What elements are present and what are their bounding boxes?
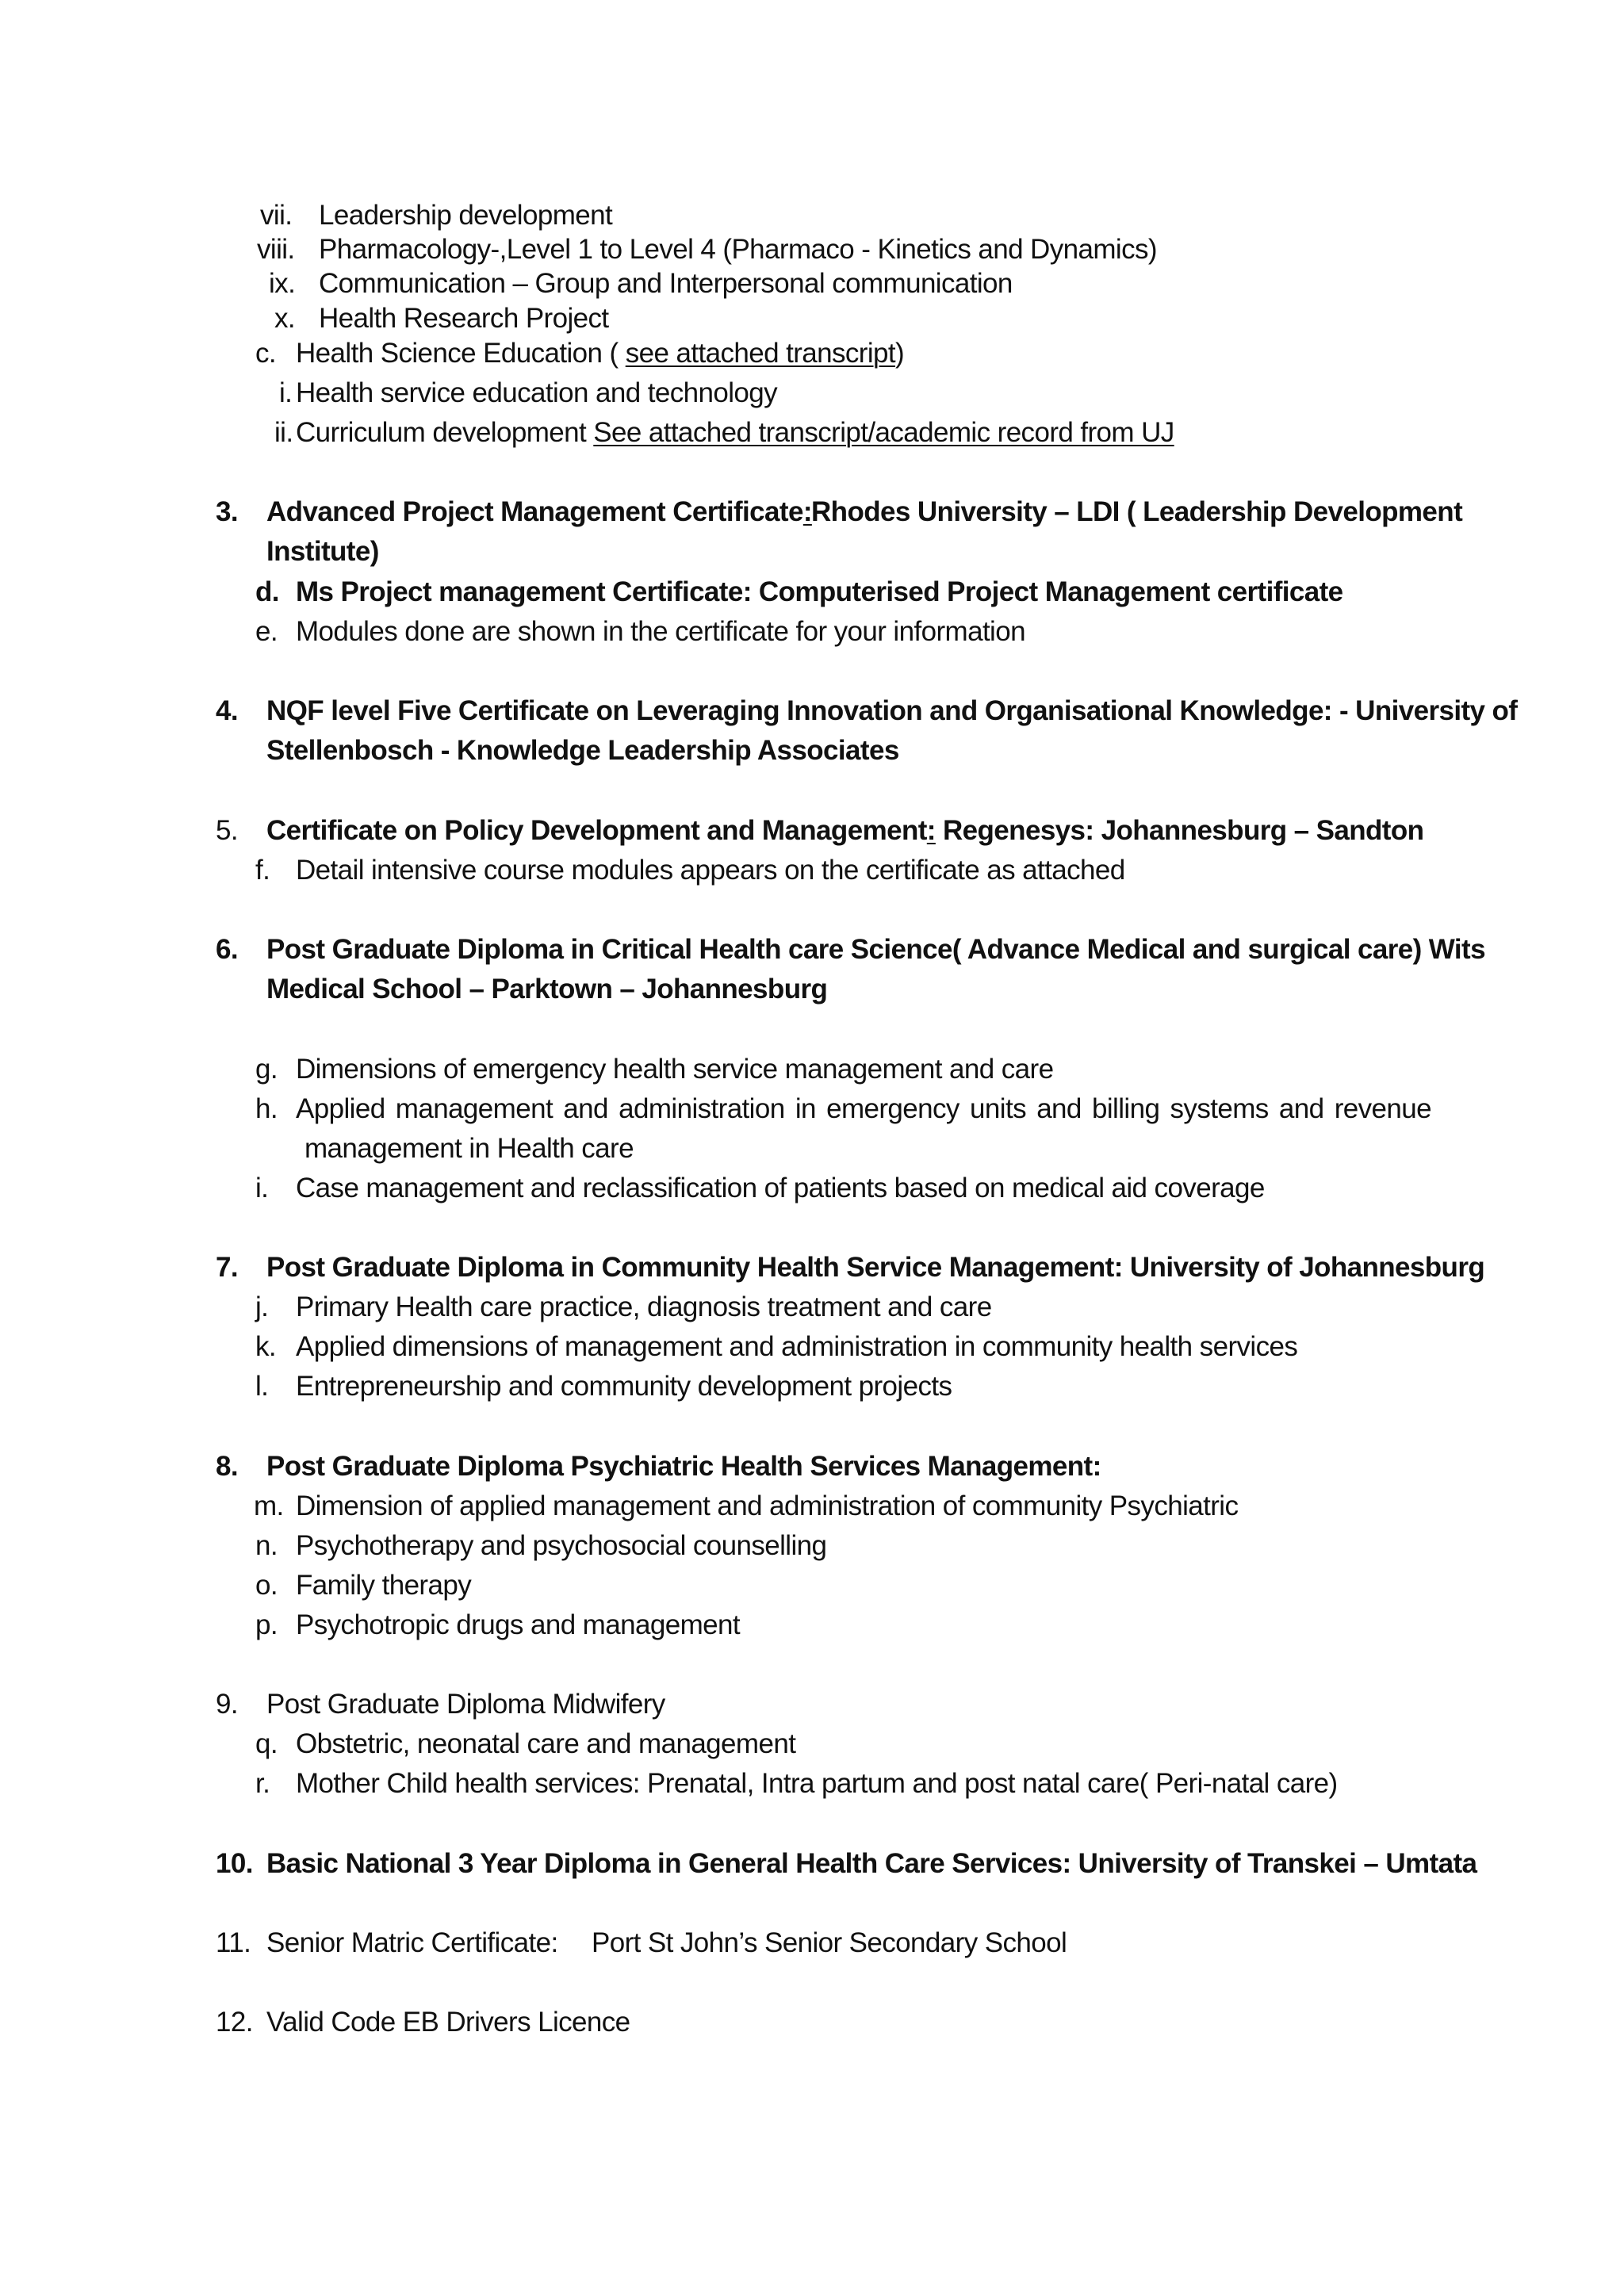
list-marker: o.: [255, 1570, 278, 1601]
document-page: vii. Leadership development viii. Pharmacology-,Level 1 to Level 4 (Pharmaco - Kinetics and Dynamics) ix. Communication – Group and Interpersonal communication x. Health Research Project c. Health Science Education ( see attached transcript) i. Health service education and technology ii. Curriculum development See attached transcript/academic record from UJ 3. Advanced Project Management Certificate: Rhodes University – LDI ( Leadership Development Institute) d. Ms Project management Certificate: Computerised Project Management certificate e. Modules done are shown in the certificate for your information 4. NQF level Five Certificate on Leveraging Innovation and Organisational Knowledge: - University of Stellenbosch - Knowledge Leadership Associates 5. Certificate on Policy Development and Management: Regenesys: Johannesburg – Sandton f. Detail intensive course modules appears on the certificate as attached 6. Post Graduate Diploma in Critical Health care Science( Advance Medical and surgical care) Wits Medical School – Parktown – Johannesburg g. Dimensions of emergency health service management and care h. Applied management and administration in emergency units and billing systems and revenue management in Health care i. Case management and reclassification of patients based on medical aid coverage 7. Post Graduate Diploma in Community Health Service Management: University of Johannesburg j. Primary Health care practice, diagnosis treatment and care k. Applied dimensions of management and administration in community health services l. Entrepreneurship and community development projects 8. Post Graduate Diploma Psychiatric Health Services Management: m. Dimension of applied management and administration of community Psychiatric n. Psychotherapy and psychosocial counselling o. Family therapy p. Psychotropic drugs and management 9. Post Graduate Diploma Midwifery q. Obstetric, neonatal care and management r. Mother Child health services: Prenatal, Intra partum and post natal care( Peri-natal care) 10. Basic National 3 Year Diploma in General Health Care Services: University of Transkei – Umtata 11. Senior Matric Certificate: Port St John’s Senior Secondary School 12. Valid Code EB Drivers Licence: [216, 200, 1518, 2038]
item-number: 6.: [216, 934, 238, 965]
list-item-text: Detail intensive course modules appears on the certificate as attached: [296, 855, 1125, 886]
item-number: 12.: [216, 2007, 253, 2038]
list-item-text: Psychotherapy and psychosocial counselling: [296, 1530, 827, 1561]
list-item-text: Case management and reclassification of patients based on medical aid coverage: [296, 1173, 1265, 1203]
list-item-text: Dimensions of emergency health service management and care: [296, 1054, 1054, 1085]
list-item-text: Modules done are shown in the certificate for your information: [296, 616, 1025, 647]
list-marker: g.: [255, 1054, 278, 1085]
item-4-heading-line2: Stellenbosch - Knowledge Leadership Associates: [266, 735, 899, 766]
list-item-text: Psychotropic drugs and management: [296, 1609, 740, 1640]
item-number: 3.: [216, 496, 238, 527]
list-marker: j.: [255, 1292, 269, 1322]
list-marker: i.: [279, 377, 293, 408]
item-number: 8.: [216, 1451, 238, 1482]
list-item-text: Applied dimensions of management and administration in community health services: [296, 1331, 1298, 1362]
list-marker: m.: [254, 1490, 284, 1521]
list-marker: r.: [255, 1768, 270, 1799]
item-number: 4.: [216, 695, 238, 726]
transcript-link: see attached transcript: [625, 338, 896, 369]
item-number: 5.: [216, 815, 238, 846]
list-item-text: Health service education and technology: [296, 377, 778, 408]
list-marker: q.: [255, 1728, 278, 1759]
item-number: 7.: [216, 1252, 238, 1283]
item-number: 10.: [216, 1848, 253, 1879]
list-item-text: Dimension of applied management and administration of community Psychiatric: [296, 1490, 1239, 1521]
list-marker: ii.: [274, 417, 293, 448]
list-item-text-continued: management in Health care: [304, 1133, 634, 1164]
academic-record-link: See attached transcript/academic record from UJ: [593, 417, 1174, 448]
list-marker: i.: [255, 1173, 269, 1203]
list-item-text: Family therapy: [296, 1570, 472, 1601]
list-marker: k.: [255, 1331, 277, 1362]
item-label: Senior Matric Certificate:: [266, 1927, 558, 1958]
item-number: 11.: [216, 1927, 251, 1958]
list-marker: e.: [255, 616, 278, 647]
list-item-text: Mother Child health services: Prenatal, Intra partum and post natal care( Peri-natal care): [296, 1768, 1338, 1799]
list-marker: n.: [255, 1530, 278, 1561]
list-marker: vii.: [260, 200, 293, 231]
list-marker: d.: [255, 576, 279, 607]
list-item-text: Health Research Project: [319, 303, 609, 334]
list-item-text: Leadership development: [319, 200, 613, 231]
list-marker: l.: [255, 1371, 269, 1402]
list-marker: ix.: [269, 268, 296, 299]
list-marker: viii.: [257, 234, 295, 265]
item-6-heading-line2: Medical School – Parktown – Johannesburg: [266, 974, 828, 1004]
list-item-text: Curriculum development: [296, 417, 594, 448]
item-number: 9.: [216, 1689, 238, 1720]
item-text: Valid Code EB Drivers Licence: [266, 2007, 630, 2038]
list-item-text: Obstetric, neonatal care and management: [296, 1728, 796, 1759]
list-item-text: Pharmacology-,Level 1 to Level 4 (Pharmaco - Kinetics and Dynamics): [319, 234, 1157, 265]
list-item-text: Applied management and administration in emergency units and billing systems and revenue: [296, 1093, 1431, 1124]
list-item-text: Health Science Education (: [296, 338, 626, 369]
list-marker: c.: [255, 338, 277, 369]
list-marker: f.: [255, 855, 270, 886]
list-item-text: Ms Project management Certificate: Computerised Project Management certificate: [296, 576, 1343, 607]
item-3-heading-line2: Institute): [266, 536, 379, 567]
list-item-text: Primary Health care practice, diagnosis treatment and care: [296, 1292, 992, 1322]
list-marker: p.: [255, 1609, 278, 1640]
list-marker: h.: [255, 1093, 278, 1124]
list-item-text: Entrepreneurship and community development projects: [296, 1371, 952, 1402]
item-value: Port St John’s Senior Secondary School: [592, 1927, 1067, 1958]
list-item-text: Communication – Group and Interpersonal communication: [319, 268, 1013, 299]
list-marker: x.: [274, 303, 296, 334]
